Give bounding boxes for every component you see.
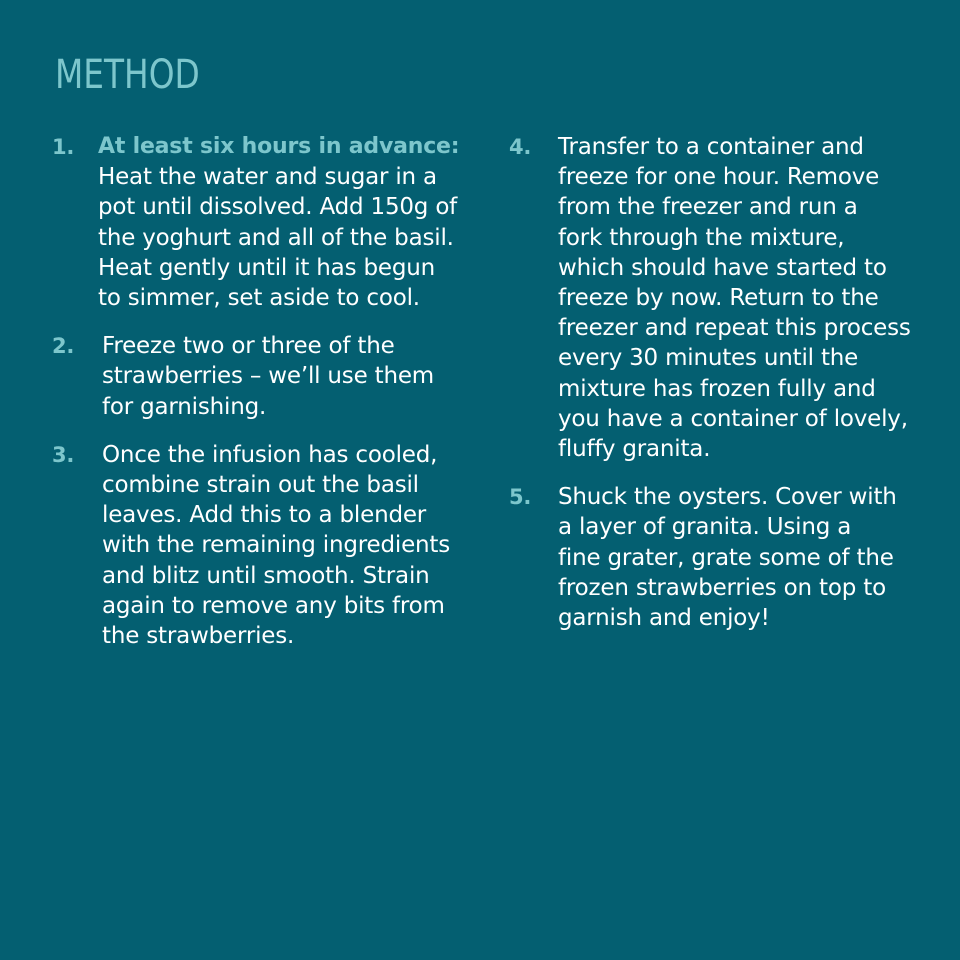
step-text-line: garnish and enjoy! (558, 605, 770, 632)
step-text-line: every 30 minutes until the (558, 345, 859, 372)
method-step-1 (52, 132, 472, 313)
step-text-line: you have a container of lovely, (558, 405, 908, 432)
step-text-line: mixture has frozen fully and (558, 375, 876, 402)
step-text-line: combine strain out the basil (102, 472, 419, 499)
step-text-line: fluffy granita. (558, 436, 711, 463)
step-text-line: fine grater, grate some of the (558, 544, 894, 571)
step-text-line: fork through the mixture, (558, 224, 845, 251)
step-text-line: Freeze two or three of the (102, 333, 395, 360)
method-step-5 (509, 482, 949, 633)
step-number: 4. (509, 135, 532, 159)
step-text-line: a layer of granita. Using a (558, 514, 852, 541)
step-text-line: the yoghurt and all of the basil. (98, 224, 454, 251)
step-text-line: and blitz until smooth. Strain (102, 562, 430, 589)
step-text-line: which should have started to (558, 254, 887, 281)
method-step-3 (52, 440, 472, 651)
step-text-line: again to remove any bits from (102, 592, 445, 619)
step-text-line: Heat the water and sugar in a (98, 164, 437, 191)
method-steps-right-column (509, 132, 949, 651)
method-steps-left-column (52, 132, 472, 669)
step-text-line: Heat gently until it has begun (98, 254, 435, 281)
step-text-line: pot until dissolved. Add 150g of (98, 194, 458, 221)
step-number: 1. (52, 135, 75, 159)
step-number: 5. (509, 485, 532, 510)
step-text-line: Shuck the oysters. Cover with (558, 484, 897, 511)
step-text-line: Once the infusion has cooled, (102, 441, 438, 468)
method-step-2 (52, 331, 472, 422)
step-text-line: freeze for one hour. Remove (558, 164, 880, 191)
method-step-4 (509, 132, 949, 464)
step-text-line: from the freezer and run a (558, 194, 858, 221)
step-text-line: to simmer, set aside to cool. (98, 285, 420, 312)
step-number: 2. (52, 334, 75, 359)
step-number: 3. (52, 442, 75, 467)
step-text-line: with the remaining ingredients (102, 532, 450, 559)
page-title: METHOD (55, 52, 200, 98)
step-text-line: leaves. Add this to a blender (102, 502, 427, 529)
step-text-line: freeze by now. Return to the (558, 285, 879, 312)
step-text-line: frozen strawberries on top to (558, 574, 886, 601)
step-text-line: freezer and repeat this process (558, 315, 911, 342)
step-text-line: the strawberries. (102, 623, 295, 650)
step-text-line: strawberries – we’ll use them (102, 363, 435, 390)
step-text-line: Transfer to a container and (558, 134, 864, 160)
step-lead-text: At least six hours in advance: (98, 134, 460, 159)
step-text-line: for garnishing. (102, 393, 267, 420)
